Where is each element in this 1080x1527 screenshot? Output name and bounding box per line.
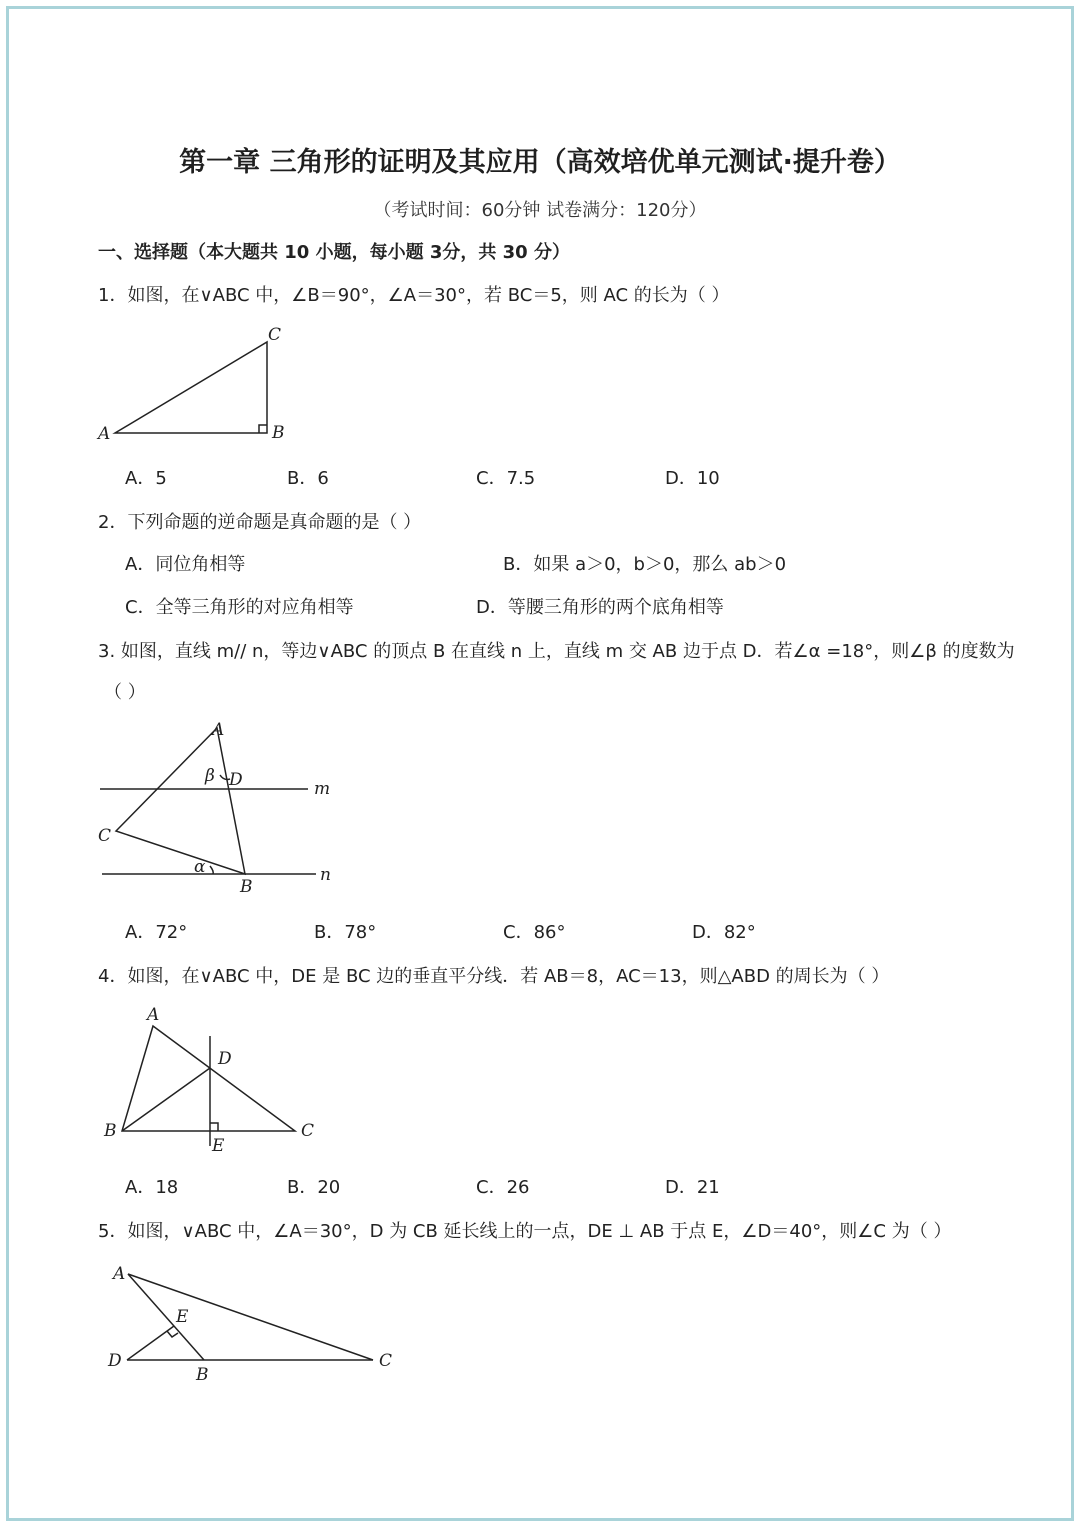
label-beta: β: [205, 766, 215, 786]
label-m: m: [314, 779, 331, 799]
right-angle-mark: [259, 425, 267, 433]
question-1-stem: 1．如图，在∨ABC 中，∠B＝90°，∠A＝30°，若 BC＝5，则 AC 的长为（ ）: [98, 285, 730, 306]
label-a: A: [212, 720, 225, 740]
segment-bd: [122, 1068, 210, 1131]
label-c: C: [301, 1121, 315, 1141]
q1-option-d[interactable]: D．10: [665, 468, 720, 489]
label-d: D: [218, 1049, 232, 1069]
question-3-figure: [90, 715, 350, 900]
q2-option-c[interactable]: C．全等三角形的对应角相等: [125, 597, 354, 618]
label-b: B: [240, 877, 253, 897]
q2-option-d[interactable]: D．等腰三角形的两个底角相等: [476, 597, 724, 618]
label-n: n: [320, 865, 331, 885]
question-3-stem: 3. 如图，直线 m// n，等边∨ABC 的顶点 B 在直线 n 上，直线 m 交 AB 边于点 D．若∠α =18°，则∠β 的度数为: [98, 641, 1015, 662]
label-c: C: [268, 325, 282, 345]
label-a: A: [147, 1005, 160, 1025]
label-e: E: [212, 1136, 225, 1156]
q1-option-c[interactable]: C．7.5: [476, 468, 536, 489]
q3-option-d[interactable]: D．82°: [692, 922, 756, 943]
label-c: C: [98, 826, 112, 846]
equilateral-triangle: [116, 728, 245, 874]
label-e: E: [176, 1307, 189, 1327]
q4-option-a[interactable]: A．18: [125, 1177, 179, 1198]
label-b: B: [272, 423, 285, 443]
q2-option-a[interactable]: A．同位角相等: [125, 554, 246, 575]
label-b: B: [104, 1121, 117, 1141]
right-triangle: [115, 342, 267, 433]
question-4-figure: [95, 1000, 335, 1165]
question-4-stem: 4．如图，在∨ABC 中，DE 是 BC 边的垂直平分线．若 AB＝8，AC＝13，则△ABD 的周长为（ ）: [98, 966, 890, 987]
q4-option-c[interactable]: C．26: [476, 1177, 530, 1198]
q3-option-c[interactable]: C．86°: [503, 922, 566, 943]
alpha-arc: [210, 866, 213, 874]
question-2-stem: 2．下列命题的逆命题是真命题的是（ ）: [98, 512, 422, 533]
right-angle-mark: [210, 1123, 218, 1131]
question-5-figure: [100, 1258, 410, 1388]
q4-option-b[interactable]: B．20: [287, 1177, 341, 1198]
segment-ac: [128, 1274, 373, 1360]
triangle-abc: [122, 1026, 295, 1131]
exam-info: （考试时间：60分钟 试卷满分：120分）: [373, 200, 707, 221]
q3-option-b[interactable]: B．78°: [314, 922, 377, 943]
label-a: A: [98, 424, 111, 444]
page-title: 第一章 三角形的证明及其应用（高效培优单元测试·提升卷）: [179, 147, 901, 178]
q4-option-d[interactable]: D．21: [665, 1177, 720, 1198]
question-5-stem: 5．如图，∨ABC 中，∠A＝30°，D 为 CB 延长线上的一点，DE ⊥ AB 于点 E，∠D＝40°，则∠C 为（ ）: [98, 1221, 952, 1242]
question-3-stem-cont: （ ）: [104, 682, 146, 703]
q1-option-a[interactable]: A．5: [125, 468, 167, 489]
q2-option-b[interactable]: B．如果 a＞0，b＞0，那么 ab＞0: [503, 554, 787, 575]
label-c: C: [379, 1351, 393, 1371]
label-alpha: α: [194, 857, 206, 877]
question-1-figure: [90, 320, 310, 450]
label-b: B: [196, 1365, 209, 1385]
label-d: D: [229, 770, 243, 790]
q1-option-b[interactable]: B．6: [287, 468, 329, 489]
right-angle-mark: [167, 1331, 178, 1337]
label-a: A: [113, 1264, 126, 1284]
label-d: D: [108, 1351, 122, 1371]
section-heading: 一、选择题（本大题共 10 小题，每小题 3分，共 30 分）: [98, 242, 570, 263]
q3-option-a[interactable]: A．72°: [125, 922, 188, 943]
